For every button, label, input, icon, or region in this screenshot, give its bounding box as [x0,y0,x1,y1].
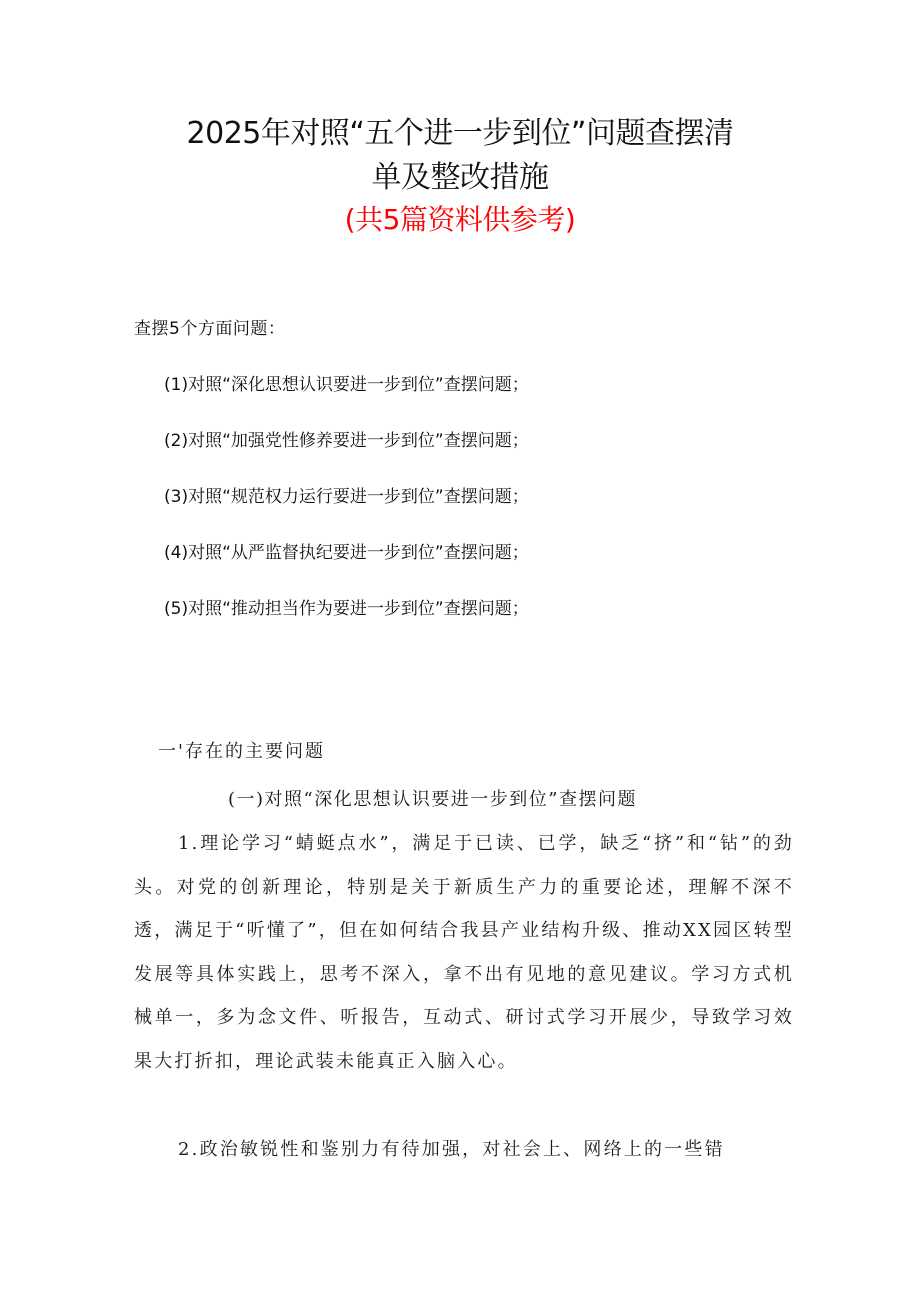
section-heading: 一'存在的主要问题 [158,741,325,762]
body-paragraph [134,822,794,1083]
list-item: (4)对照“从严监督执纪要进一步到位”查摆问题； [164,543,529,563]
subsection-heading: (一)对照“深化思想认识要进一步到位”查摆问题 [228,789,637,810]
document-subtitle: (共5篇资料供参考) [344,203,576,236]
list-item: (5)对照“推动担当作为要进一步到位”查摆问题； [164,599,529,619]
list-item: (1)对照“深化思想认识要进一步到位”查摆问题； [164,375,529,395]
document-title-line-1: 2025年对照“五个进一步到位”问题查摆清 [186,116,734,151]
list-item: (3)对照“规范权力运行要进一步到位”查摆问题； [164,487,529,507]
document-title-line-2: 单及整改措施 [371,160,549,195]
paragraph-text: 1.理论学习“蜻蜓点水”，满足于已读、已学，缺乏“挤”和“钻”的劲头。对党的创新理论，特别是关于新质生产力的重要论述，理解不深不透，满足于“听懂了”，但在如何结合我县产业结构升级、推动XX园区转型发展等具体实践上，思考不深入，拿不出有见地的意见建议。学习方式机械单一，多为念文件、听报告，互动式、研讨式学习开展少，导致学习效果大打折扣，理论武装未能真正入脑入心。 [134,833,794,1072]
intro-text: 查摆5个方面问题： [134,319,286,339]
list-item: (2)对照“加强党性修养要进一步到位”查摆问题； [164,431,529,451]
body-paragraph [134,1128,794,1172]
paragraph-text: 2.政治敏锐性和鉴别力有待加强，对社会上、网络上的一些错 [178,1139,725,1160]
